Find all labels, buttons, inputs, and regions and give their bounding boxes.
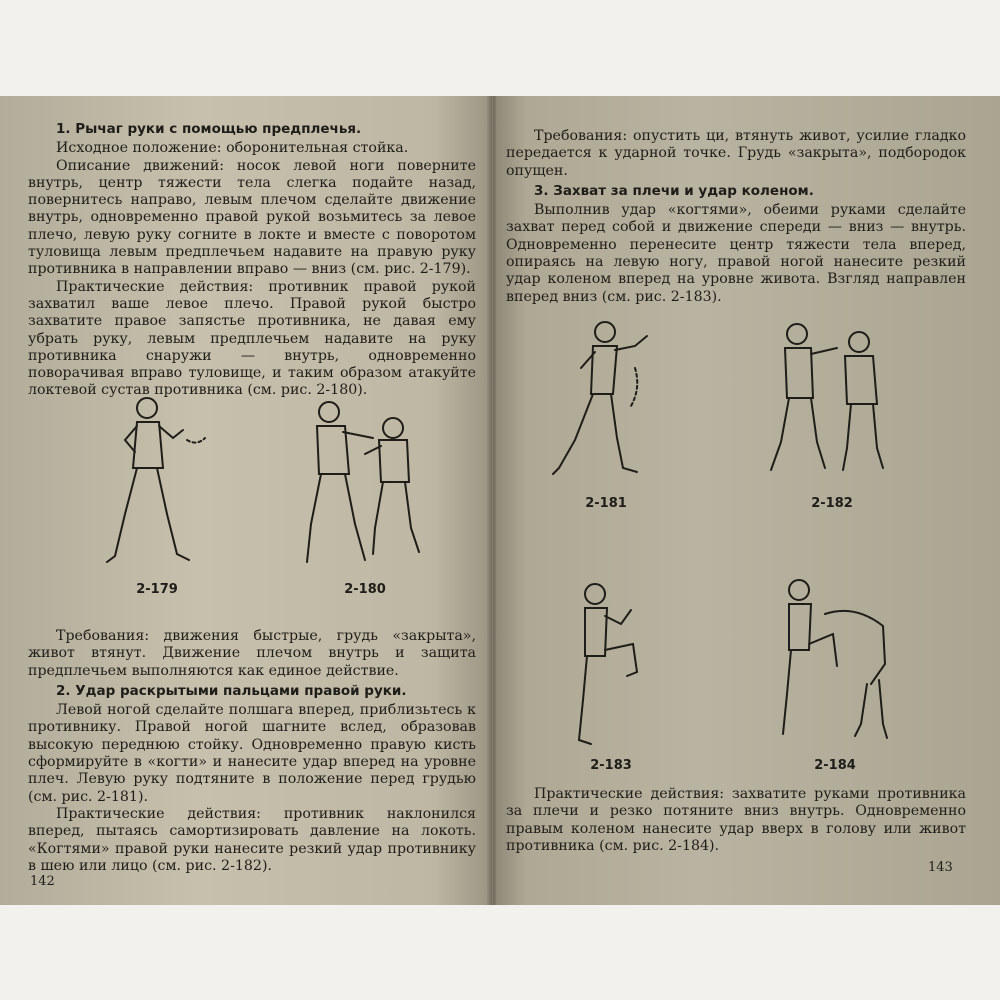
figure-2-183-drawing — [561, 580, 661, 750]
figure-2-180 — [290, 394, 440, 597]
figure-2-181-caption: 2-181 — [585, 496, 627, 511]
section-2-practical-paragraph: Практические действия: противник наклонился вперед, пытаясь самортизировать давление на локоть. «Когтями» правой руки нанесите резкий удар противнику в шею или лицо (см. рис. 2-182). — [28, 805, 476, 874]
figure-2-181 — [546, 318, 666, 511]
figure-2-183-caption: 2-183 — [590, 758, 632, 773]
left-page-text-bottom — [28, 628, 476, 875]
photo-background-top — [0, 0, 1000, 96]
section-2-paragraph: Левой ногой сделайте полшага вперед, приблизьтесь к противнику. Правой ногой шагните вслед, образовав высокую переднюю стойку. Одновременно правую кисть сформируйте в «когти» и нанесите удар вперед на уровне плеч. Левую руку подтяните в положение перед грудью (см. рис. 2-181). — [28, 702, 476, 805]
right-page-text-top — [506, 128, 966, 306]
figure-2-182-drawing — [767, 318, 897, 488]
right-page — [496, 96, 1000, 905]
figure-2-184-caption: 2-184 — [814, 758, 856, 773]
figure-2-182 — [762, 318, 902, 511]
figure-2-184-drawing — [775, 574, 895, 750]
initial-position-paragraph: Исходное положение: оборонительная стойка. — [56, 140, 409, 157]
page-number-left: 142 — [30, 874, 55, 889]
figure-2-181-drawing — [551, 318, 661, 488]
photo-background-bottom — [0, 905, 1000, 1000]
left-page — [0, 96, 492, 905]
figure-2-180-drawing — [295, 394, 435, 574]
figure-2-182-caption: 2-182 — [811, 496, 853, 511]
open-book — [0, 96, 1000, 905]
figure-2-179 — [92, 394, 222, 597]
movement-description-paragraph: Описание движений: носок левой ноги поверните внутрь, центр тяжести тела слегка подайте назад, повернитесь направо, левым плечом сделайте движение внутрь, одновременно правой рукой возьмитесь за левое плечо, левую руку согните в локте и вместе с поворотом туловища левым предплечьем надавите на правую руку противника в направлении вправо — вниз (см. рис. 2-179). — [28, 157, 476, 278]
figure-2-183 — [556, 580, 666, 773]
figure-2-184 — [770, 574, 900, 773]
page-number-right: 143 — [928, 860, 953, 875]
requirements-paragraph: Требования: движения быстрые, грудь «закрыта», живот втянут. Движение плечом внутрь и защита предплечьем выполняются как единое действие. — [28, 628, 476, 679]
section-3-paragraph: Выполнив удар «когтями», обеими руками сделайте захват перед собой и движение спереди — вниз — внутрь. Одновременно перенесите центр тяжести тела вперед, опираясь на левую ногу, правой ногой нанесите резкий удар коленом вперед на уровне живота. Взгляд направлен вперед вниз (см. рис. 2-183). — [506, 202, 966, 305]
practical-actions-paragraph: Практические действия: противник правой рукой захватил ваше левое плечо. Правой рукой быстро захватите правое запястье противника, не давая ему убрать руку, левым предплечьем надавите на руку противника снаружи — внутрь, одновременно поворачивая вправо туловище, и таким образом атакуйте локтевой сустав противника (см. рис. 2-180). — [28, 278, 476, 399]
figure-2-180-caption: 2-180 — [344, 582, 386, 597]
figure-2-179-caption: 2-179 — [136, 582, 178, 597]
figure-2-179-drawing — [97, 394, 217, 574]
section-3-title: 3. Захват за плечи и удар коленом. — [534, 182, 814, 199]
left-page-text-top — [28, 118, 476, 400]
section-1-title: 1. Рычаг руки с помощью предплечья. — [56, 121, 362, 137]
section-2-title: 2. Удар раскрытыми пальцами правой руки. — [56, 682, 407, 699]
right-page-text-bottom — [506, 786, 966, 855]
requirements-paragraph-right: Требования: опустить ци, втянуть живот, усилие гладко передается к ударной точке. Грудь «закрыта», подбородок опущен. — [506, 128, 966, 179]
practical-actions-paragraph-right: Практические действия: захватите руками противника за плечи и резко потяните вниз внутрь. Одновременно правым коленом нанесите удар вверх в голову или живот противника (см. рис. 2-184). — [506, 786, 966, 854]
